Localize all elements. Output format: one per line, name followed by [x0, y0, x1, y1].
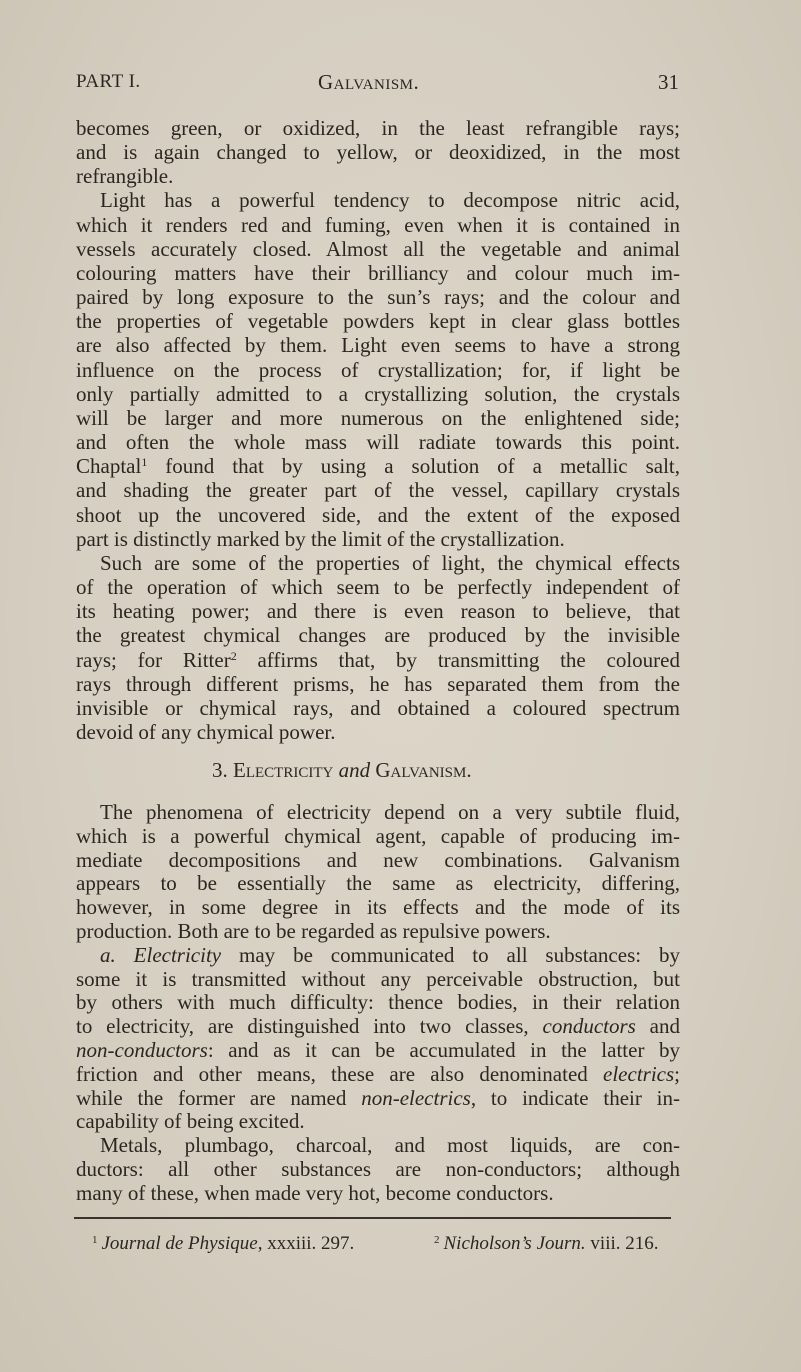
footnote-mark: 2: [434, 1234, 440, 1246]
text-segment: non-electrics: [361, 1085, 471, 1110]
text-segment: its heating power; and there is even reason to believe, that: [76, 599, 680, 624]
text-segment: will be larger and more numerous on the enlightened side;: [76, 405, 680, 430]
text-line: [76, 140, 680, 164]
text-line: [76, 575, 680, 599]
text-segment: and: [635, 1014, 680, 1039]
text-line: [76, 382, 680, 406]
text-line: [76, 164, 680, 188]
text-segment: many of these, when made very hot, become conductors.: [76, 1180, 554, 1205]
text-segment: becomes green, or oxidized, in the least refrangible rays;: [76, 116, 680, 140]
text-line: [76, 430, 680, 454]
text-segment: Such are some of the properties of light, the chymical effects: [100, 550, 680, 575]
text-line: [76, 824, 680, 848]
text-line: [76, 1181, 680, 1205]
footnote-1: [92, 1232, 354, 1256]
text-segment: rays; for Ritter: [76, 647, 231, 672]
text-segment: some it is transmitted without any perceivable obstruction, but: [76, 966, 680, 991]
text-segment: ductors: all other substances are non-conductors; although: [76, 1157, 680, 1181]
text-line: [76, 720, 680, 744]
text-segment: which is a powerful chymical agent, capable of producing im-: [76, 823, 680, 848]
text-segment: The phenomena of electricity depend on a very subtile fluid,: [100, 800, 680, 824]
text-line: [76, 599, 680, 623]
text-segment: of the operation of which seem to be perfectly independent of: [76, 575, 680, 600]
text-segment: non-conductors: [76, 1038, 208, 1062]
text-segment: rays through different prisms, he has separated them from the: [76, 671, 680, 696]
text-line: [76, 848, 680, 872]
text-segment: however, in some degree in its effects and the mode of its: [76, 895, 680, 920]
text-line: [76, 333, 680, 357]
footnote-mark: 1: [92, 1234, 98, 1246]
text-line: [76, 478, 680, 502]
text-segment: Light has a powerful tendency to decompose nitric acid,: [100, 188, 680, 213]
text-line: [76, 990, 680, 1014]
text-segment: found that by using a solution of a metallic salt,: [147, 454, 680, 479]
text-segment: refrangible.: [76, 164, 174, 189]
text-line: [76, 967, 680, 991]
footnote-source: Journal de Physique: [101, 1233, 258, 1254]
text-line: [76, 895, 680, 919]
text-line: [100, 800, 680, 824]
text-segment: may be communicated to all substances: by: [221, 942, 680, 967]
text-segment: ;: [674, 1061, 680, 1086]
heading-word-electricity: Electricity: [233, 758, 334, 782]
text-line: [76, 261, 680, 285]
text-segment: , to indicate their in-: [470, 1085, 680, 1110]
text-line: [76, 1086, 680, 1110]
text-segment: while the former are named: [76, 1085, 362, 1110]
section-heading: [0, 758, 801, 782]
text-segment: paired by long exposure to the sun’s rays; and the colour and: [76, 285, 680, 310]
running-head-title: Galvanism.: [318, 70, 420, 94]
text-segment: conductors: [542, 1014, 636, 1039]
footnote-2: [434, 1232, 659, 1256]
text-line: [76, 1109, 680, 1133]
footnote-ref: viii. 216.: [585, 1233, 659, 1254]
text-segment: and shading the greater part of the vessel, capillary crystals: [76, 478, 680, 503]
text-segment: production. Both are to be regarded as repulsive powers.: [76, 919, 551, 943]
text-segment: Metals, plumbago, charcoal, and most liquids, are con-: [100, 1133, 680, 1158]
text-line: [100, 188, 680, 212]
page-number: 31: [658, 70, 679, 94]
text-segment: the properties of vegetable powders kept in clear glass bottles: [76, 309, 680, 334]
text-segment: : and as it can be accumulated in the latter by: [207, 1038, 680, 1062]
text-segment: to electricity, are distinguished into two classes,: [76, 1014, 543, 1039]
text-segment: and often the whole mass will radiate towards this point.: [76, 430, 680, 455]
footnote-ref: , xxxiii. 297.: [257, 1233, 355, 1254]
text-line: [76, 285, 680, 309]
text-segment: by others with much difficulty: thence bodies, in their relation: [76, 990, 680, 1015]
text-line: [76, 503, 680, 527]
text-segment: which it renders red and fuming, even when it is contained in: [76, 212, 680, 237]
text-line: [76, 672, 680, 696]
text-segment: Chaptal: [76, 454, 142, 479]
text-segment: friction and other means, these are also denominated: [76, 1061, 604, 1086]
heading-joiner: and: [333, 758, 376, 782]
footnote-source: Nicholson’s Journ.: [443, 1233, 586, 1254]
text-line: [76, 1014, 680, 1038]
text-line: [76, 358, 680, 382]
text-segment: appears to be essentially the same as electricity, differing,: [76, 871, 680, 896]
text-segment: mediate decompositions and new combinations. Galvanism: [76, 847, 680, 872]
text-segment: shoot up the uncovered side, and the extent of the exposed: [76, 502, 680, 527]
heading-word-galvanism: Galvanism.: [375, 758, 472, 782]
text-line: [76, 919, 680, 943]
heading-number: 3.: [212, 758, 233, 782]
running-head-part: PART I.: [76, 71, 141, 92]
text-line: [76, 696, 680, 720]
text-segment: a. Electricity: [100, 942, 222, 967]
text-segment: and is again changed to yellow, or deoxidized, in the most: [76, 140, 680, 165]
footnote-reference: 1: [141, 455, 148, 470]
text-segment: devoid of any chymical power.: [76, 720, 336, 744]
text-line: [76, 1157, 680, 1181]
text-segment: vessels accurately closed. Almost all the vegetable and animal: [76, 236, 680, 261]
text-segment: part is distinctly marked by the limit of the crystallization.: [76, 526, 565, 551]
text-line: [100, 551, 680, 575]
text-segment: colouring matters have their brilliancy and colour much im-: [76, 260, 680, 285]
text-line: [76, 406, 680, 430]
text-line: [76, 213, 680, 237]
text-line: [76, 1038, 680, 1062]
text-line: [76, 871, 680, 895]
text-line: [76, 309, 680, 333]
text-segment: affirms that, by transmitting the coloured: [236, 647, 680, 672]
text-line: [76, 1062, 680, 1086]
text-segment: capability of being excited.: [76, 1109, 305, 1134]
text-line: [100, 1133, 680, 1157]
text-line: [76, 116, 680, 140]
text-line: [100, 943, 680, 967]
text-line: [76, 623, 680, 647]
text-segment: only partially admitted to a crystallizing solution, the crystals: [76, 381, 680, 406]
text-line: [76, 237, 680, 261]
text-segment: are also affected by them. Light even seems to have a strong: [76, 333, 680, 358]
footnote-reference: 2: [230, 648, 237, 663]
text-segment: the greatest chymical changes are produced by the invisible: [76, 623, 680, 648]
text-segment: invisible or chymical rays, and obtained a coloured spectrum: [76, 695, 680, 720]
text-line: [76, 527, 680, 551]
text-line: [76, 648, 680, 672]
footnote-divider: [74, 1217, 671, 1219]
text-line: [76, 454, 680, 478]
text-segment: electrics: [603, 1061, 675, 1086]
text-segment: influence on the process of crystallization; for, if light be: [76, 357, 680, 382]
